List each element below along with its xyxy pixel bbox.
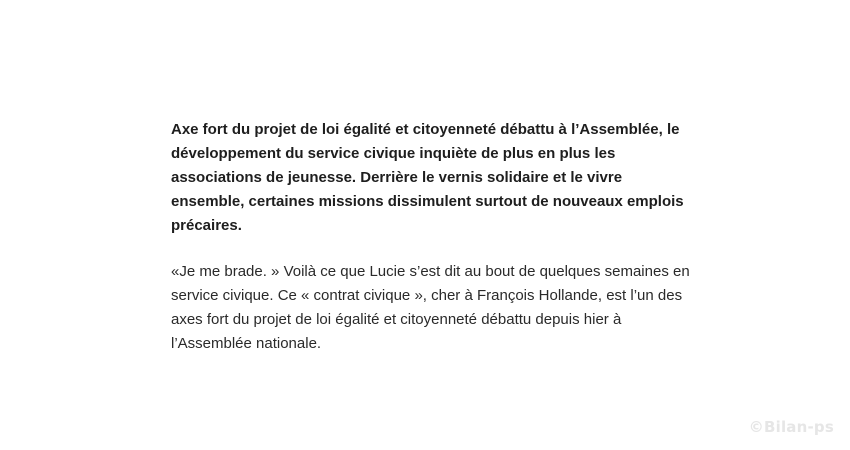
article-content (171, 118, 696, 356)
article-lead: Axe fort du projet de loi égalité et citoyenneté débattu à l’Assemblée, le développement du service civique inquiète de plus en plus les associations de jeunesse. Derrière le vernis solidaire et le vivre ensemble, certaines missions dissimulent surtout de nouveaux emplois précaires. (171, 121, 684, 234)
article-paragraph: «Je me brade. » Voilà ce que Lucie s’est dit au bout de quelques semaines en service civique. Ce « contrat civique », cher à François Hollande, est l’un des axes fort du projet de loi égalité et citoyenneté débattu depuis hier à l’Assemblée nationale. (171, 263, 690, 352)
watermark: ©Bilan-ps (748, 418, 834, 436)
